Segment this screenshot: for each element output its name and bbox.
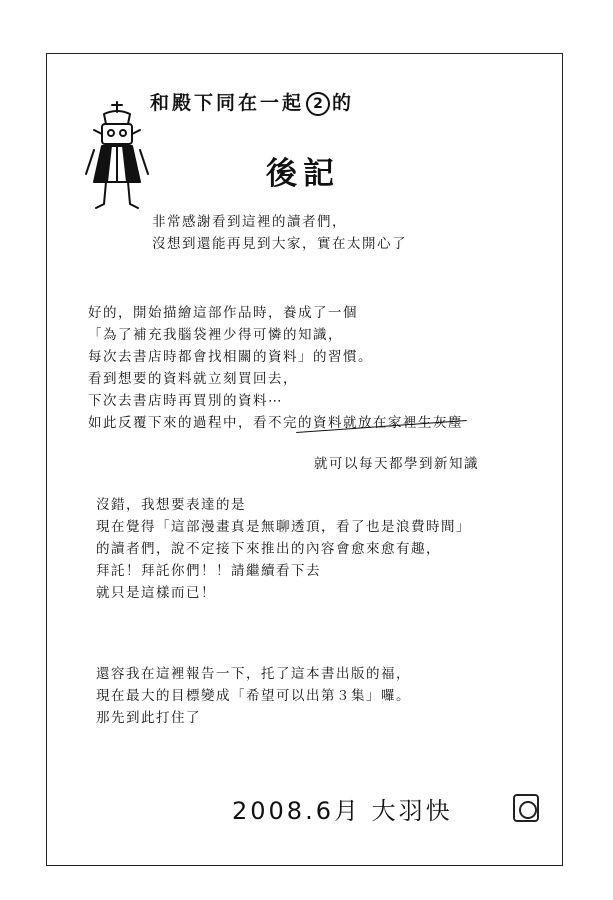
- habit-last-kept: 看不完: [253, 415, 298, 431]
- intro-paragraph: [152, 211, 407, 255]
- volume-number-mark: 2: [306, 92, 330, 116]
- report-line: 還容我在這裡報告一下，托了這本書出版的福，: [96, 666, 411, 682]
- habit-line: 看到想要的資料就立刻買回去，: [88, 371, 298, 387]
- message-paragraph: [96, 494, 471, 604]
- struck-through-text: 的資料就放在家裡生灰塵: [298, 415, 463, 431]
- habit-last-prefix: 如此反覆下來的過程中，: [88, 415, 253, 431]
- habit-last-line: [88, 412, 463, 434]
- message-line: 的讀者們，說不定接下來推出的內容會愈來愈有趣，: [96, 541, 441, 557]
- habit-line: 好的，開始描繪這部作品時，養成了一個: [88, 305, 358, 321]
- habit-paragraph: [88, 302, 463, 434]
- report-line: 現在最大的目標變成「希望可以出第３集」囉。: [96, 688, 411, 704]
- page-title: 後記: [266, 156, 340, 192]
- robot-mascot-icon: [82, 100, 152, 215]
- author-signature: 2008.6月 大羽快: [232, 797, 453, 825]
- intro-line: 非常感謝看到這裡的讀者們，: [152, 214, 347, 230]
- book-heading: [150, 88, 354, 116]
- report-line: 那先到此打住了: [96, 710, 201, 726]
- habit-line: 下次去書店時再買別的資料⋯: [88, 393, 283, 409]
- report-paragraph: [96, 663, 411, 729]
- heading-suffix: 的: [332, 92, 355, 114]
- message-line: 現在覺得「這部漫畫真是無聊透頂，看了也是浪費時間」: [96, 519, 471, 535]
- message-line: 就只是這樣而已！: [96, 585, 216, 601]
- message-line: 沒錯，我想要表達的是: [96, 497, 246, 513]
- message-line: 拜託！拜託你們！！請繼續看下去: [96, 563, 321, 579]
- heading-prefix: 和殿下同在一起: [150, 92, 305, 114]
- intro-line: 沒想到還能再見到大家，實在太開心了: [152, 236, 407, 252]
- handwritten-correction: 就可以每天都學到新知識: [314, 456, 479, 472]
- habit-line: 「為了補充我腦袋裡少得可憐的知識，: [88, 327, 343, 343]
- habit-line: 每次去書店時都會找相關的資料」的習慣。: [88, 349, 373, 365]
- author-seal-icon: [513, 794, 539, 822]
